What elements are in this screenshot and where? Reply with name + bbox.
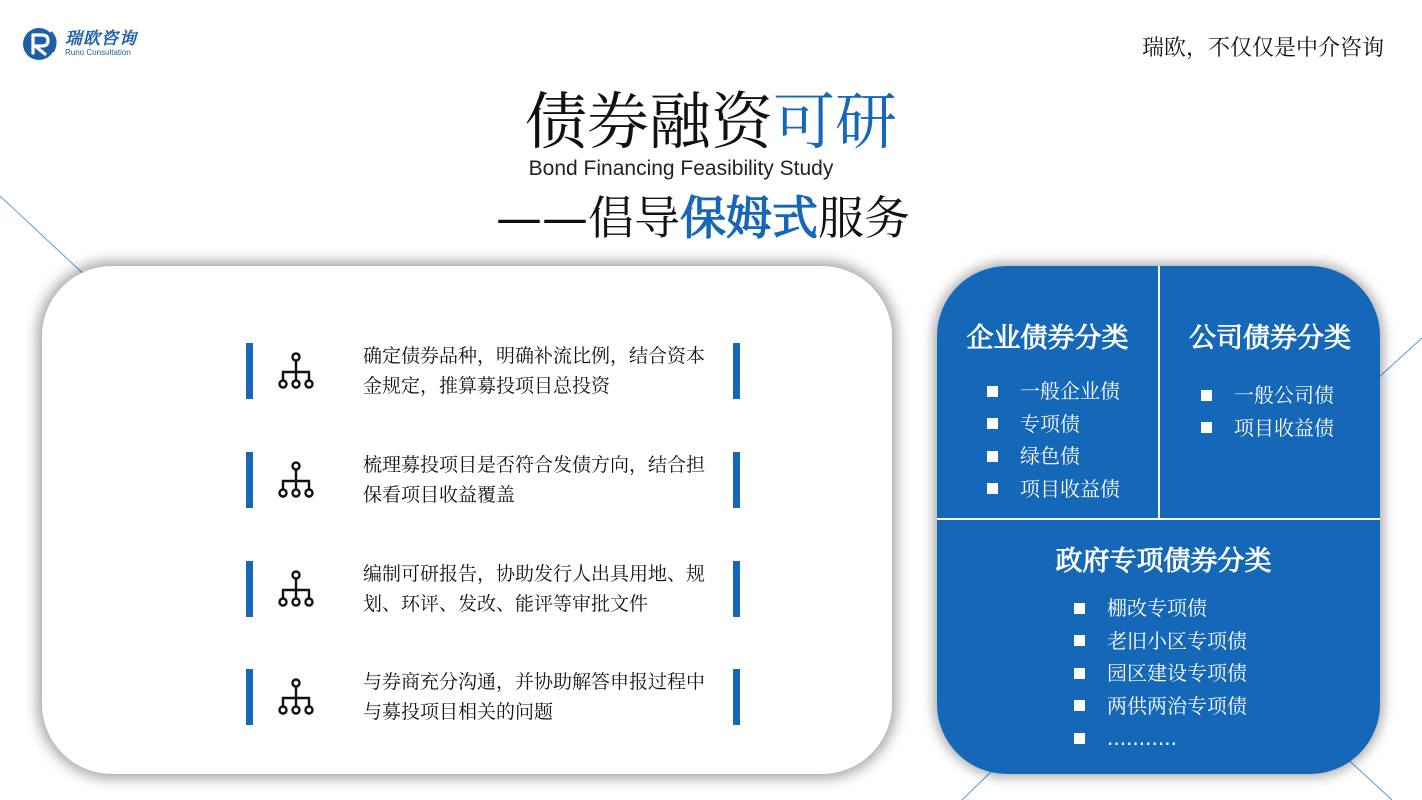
subtitle-suffix: 服务 <box>818 191 910 245</box>
list-item: 绿色债 <box>987 440 1120 473</box>
list-item: 两供两治专项债 <box>1074 690 1247 723</box>
logo-name-en: Runo Consultation <box>65 48 131 57</box>
enterprise-bond-title: 企业债券分类 <box>966 323 1129 354</box>
step-left-bar <box>246 452 253 508</box>
hierarchy-icon <box>276 569 316 609</box>
slogan: 瑞欧，不仅仅是中介咨询 <box>1141 36 1384 61</box>
company-bond-title: 公司债券分类 <box>1189 323 1351 354</box>
bullet-square-icon <box>1201 390 1212 401</box>
logo-r-mark-icon <box>21 26 61 62</box>
bond-categories-card <box>937 266 1380 774</box>
step-text: 确定债券品种，明确补流比例，结合资本金规定，推算募投项目总投资 <box>363 345 706 397</box>
page-title <box>0 82 1422 162</box>
logo-name-cn: 瑞欧咨询 <box>65 29 137 49</box>
step-text: 梳理募投项目是否符合发债方向，结合担保看项目收益覆盖 <box>363 454 706 506</box>
subtitle-chinese <box>0 188 1406 248</box>
step-right-bar <box>733 669 740 725</box>
list-item: 一般公司债 <box>1201 379 1334 412</box>
step-right-bar <box>733 452 740 508</box>
step-right-bar <box>733 343 740 399</box>
company-bond-list <box>1201 379 1334 444</box>
enterprise-bond-list <box>987 375 1120 505</box>
service-step <box>246 561 740 617</box>
title-highlight: 可研 <box>773 85 898 158</box>
list-item: 园区建设专项债 <box>1074 657 1247 690</box>
subtitle-highlight: 保姆式 <box>680 191 818 245</box>
service-step <box>246 669 740 725</box>
step-text: 与券商充分沟通，并协助解答申报过程中与募投项目相关的问题 <box>363 671 706 723</box>
list-item: 项目收益债 <box>1201 412 1334 445</box>
bullet-square-icon <box>987 386 998 397</box>
bullet-square-icon <box>1074 733 1085 744</box>
step-text: 编制可研报告，协助发行人出具用地、规划、环评、发改、能评等审批文件 <box>363 563 706 615</box>
company-logo <box>21 26 137 62</box>
subtitle-english: Bond Financing Feasibility Study <box>528 157 834 180</box>
bullet-square-icon <box>987 451 998 462</box>
government-bond-title: 政府专项债券分类 <box>1055 546 1272 577</box>
list-item: 老旧小区专项债 <box>1074 625 1247 658</box>
government-bond-list <box>1074 592 1247 755</box>
step-left-bar <box>246 343 253 399</box>
title-main: 债券融资 <box>524 85 773 158</box>
service-step <box>246 452 740 508</box>
step-left-bar <box>246 669 253 725</box>
hierarchy-icon <box>276 351 316 391</box>
list-item: 专项债 <box>987 408 1120 441</box>
bullet-square-icon <box>1074 668 1085 679</box>
subtitle-prefix: ——倡导 <box>496 191 680 245</box>
bullet-square-icon <box>1201 422 1212 433</box>
hierarchy-icon <box>276 460 316 500</box>
hierarchy-icon <box>276 677 316 717</box>
bullet-square-icon <box>987 418 998 429</box>
list-item: 棚改专项债 <box>1074 592 1247 625</box>
step-right-bar <box>733 561 740 617</box>
bullet-square-icon <box>1074 700 1085 711</box>
bullet-square-icon <box>1074 603 1085 614</box>
horizontal-divider <box>937 518 1380 520</box>
list-item: 一般企业债 <box>987 375 1120 408</box>
bullet-square-icon <box>987 483 998 494</box>
list-item: 项目收益债 <box>987 473 1120 506</box>
list-item: ........... <box>1074 722 1247 755</box>
vertical-divider <box>1158 266 1160 520</box>
bullet-square-icon <box>1074 635 1085 646</box>
service-step <box>246 343 740 399</box>
step-left-bar <box>246 561 253 617</box>
